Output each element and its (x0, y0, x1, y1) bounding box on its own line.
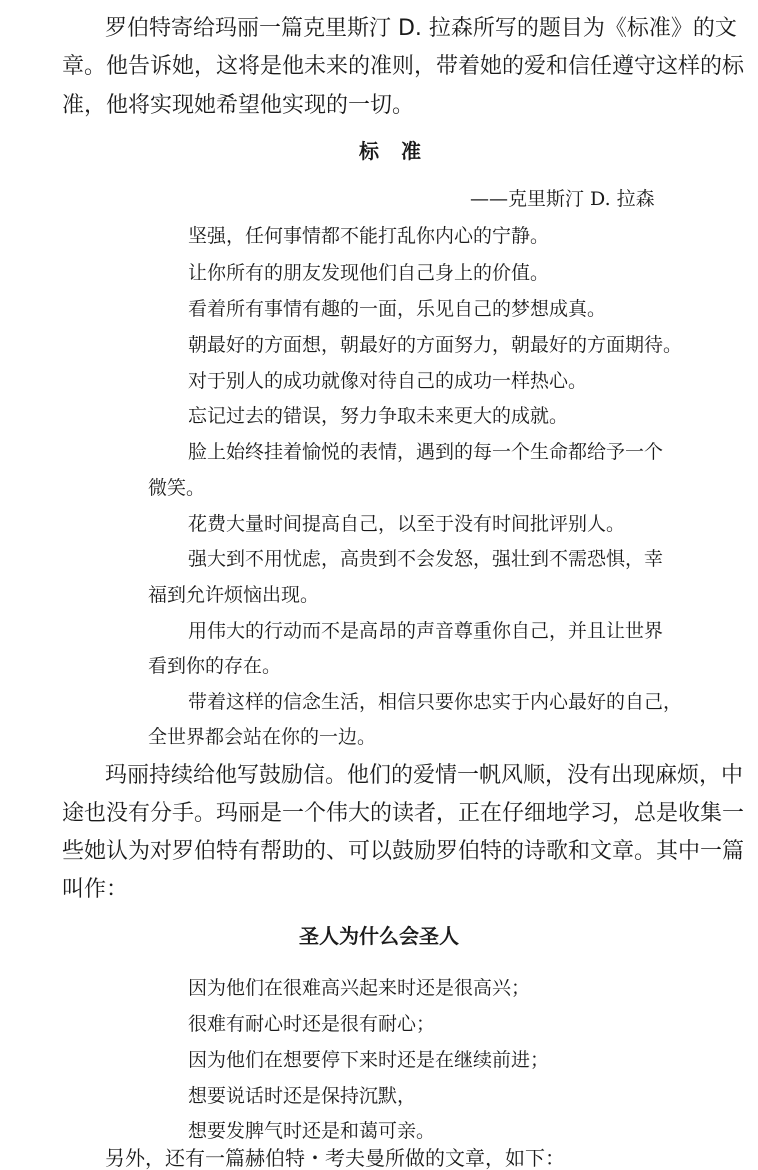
poem1-line: 看到你的存在。 (148, 655, 282, 677)
intro-line-2: 章。他告诉她，这将是他未来的准则，带着她的爱和信任遵守这样的标 (62, 54, 745, 79)
poem1-line: 福到允许烦恼出现。 (148, 584, 320, 606)
middle-line-4: 叫作： (62, 877, 129, 902)
poem-title-saints: 圣人为什么会圣人 (299, 924, 459, 948)
poem1-line: 微笑。 (148, 477, 206, 499)
poem1-line: 坚强，任何事情都不能打乱你内心的宁静。 (188, 225, 550, 247)
poem-title-standard: 标准 (359, 139, 443, 163)
poem1-line: 全世界都会站在你的一边。 (148, 726, 377, 748)
poem1-line: 朝最好的方面想，朝最好的方面努力，朝最好的方面期待。 (188, 334, 683, 356)
middle-line-1: 玛丽持续给他写鼓励信。他们的爱情一帆风顺，没有出现麻烦，中 (105, 763, 744, 788)
poem2-line: 因为他们在很难高兴起来时还是很高兴； (188, 977, 531, 999)
poem1-line: 对于别人的成功就像对待自己的成功一样热心。 (188, 370, 588, 392)
poem2-line: 因为他们在想要停下来时还是在继续前进； (188, 1049, 550, 1071)
poem1-line: 看着所有事情有趣的一面，乐见自己的梦想成真。 (188, 298, 607, 320)
poem1-line: 忘记过去的错误，努力争取未来更大的成就。 (188, 405, 569, 427)
poem2-line: 想要说话时还是保持沉默， (188, 1085, 417, 1107)
poem1-line: 脸上始终挂着愉悦的表情，遇到的每一个生命都给予一个 (188, 441, 664, 463)
middle-line-3: 些她认为对罗伯特有帮助的、可以鼓励罗伯特的诗歌和文章。其中一篇 (62, 839, 745, 864)
intro-line-3: 准，他将实现她希望他实现的一切。 (62, 93, 415, 118)
poem2-line: 很难有耐心时还是很有耐心； (188, 1013, 436, 1035)
middle-line-2: 途也没有分手。玛丽是一个伟大的读者，正在仔细地学习，总是收集一 (62, 801, 745, 826)
outro-line: 另外，还有一篇赫伯特・考夫曼所做的文章，如下： (105, 1146, 565, 1170)
poem1-line: 花费大量时间提高自己，以至于没有时间批评别人。 (188, 513, 626, 535)
poem1-line: 用伟大的行动而不是高昂的声音尊重你自己，并且让世界 (188, 620, 664, 642)
poem2-line: 想要发脾气时还是和蔼可亲。 (188, 1120, 436, 1142)
poem1-line: 强大到不用忧虑，高贵到不会发怒，强壮到不需恐惧，幸 (188, 548, 664, 570)
poem-attribution: ——克里斯汀 D. 拉森 (470, 188, 655, 210)
poem1-line: 让你所有的朋友发现他们自己身上的价值。 (188, 262, 550, 284)
intro-line-1: 罗伯特寄给玛丽一篇克里斯汀 D. 拉森所写的题目为《标准》的文 (105, 16, 737, 41)
poem1-line: 带着这样的信念生活，相信只要你忠实于内心最好的自己， (188, 691, 683, 713)
